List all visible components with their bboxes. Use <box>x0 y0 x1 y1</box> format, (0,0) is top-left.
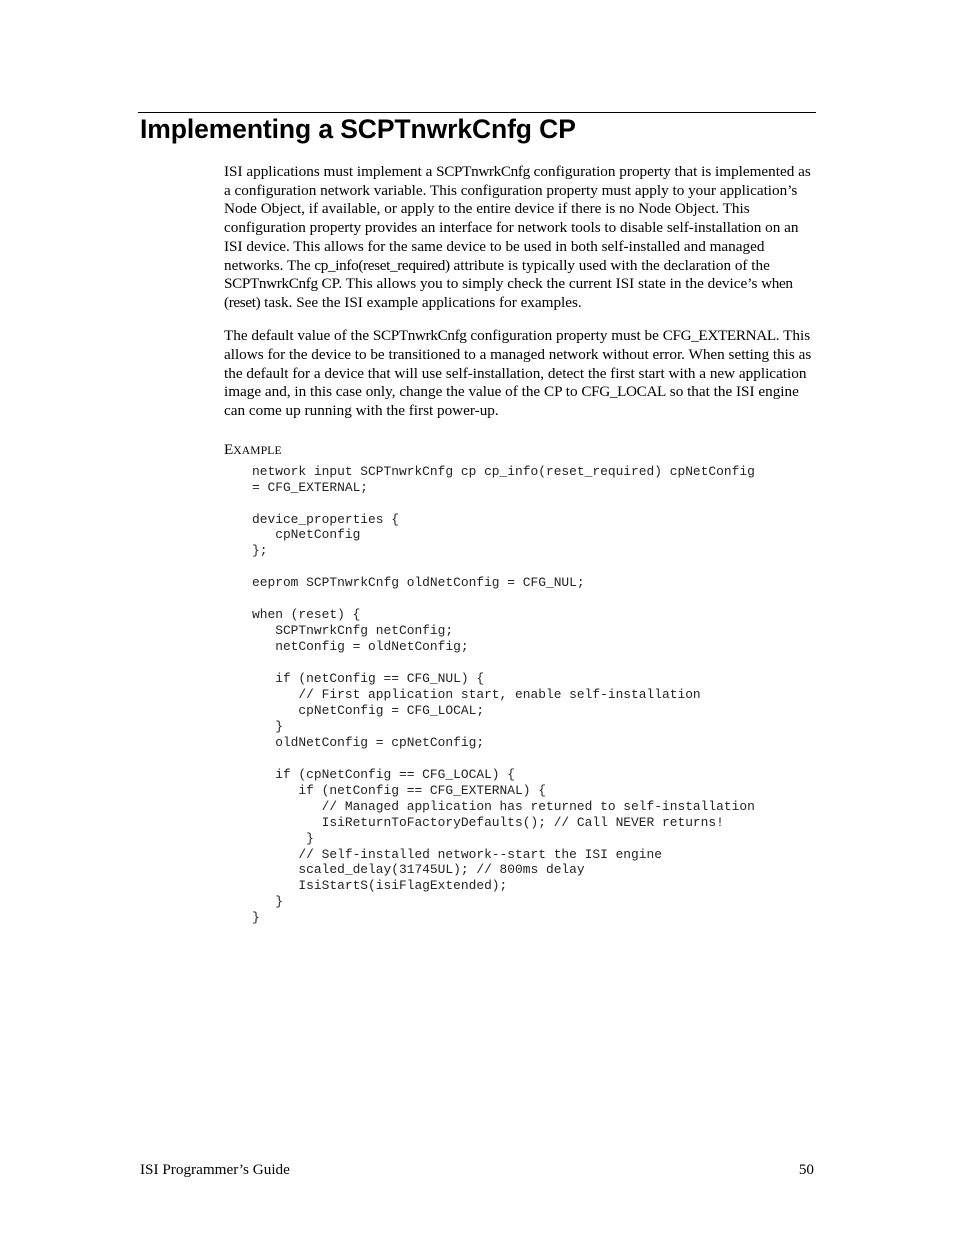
text-run: task. See the ISI example applications for examples. <box>260 293 582 311</box>
text-run: attribute is typically used with the declaration of the <box>449 256 770 274</box>
footer-title: ISI Programmer’s Guide <box>140 1161 290 1178</box>
text-run: CP. This allows you to simply check the current ISI state in the device’s <box>317 275 762 293</box>
text-run: configuration property that is implemented as a configuration network variable. This configuration property must apply to your application’s Node Object, if available, or apply to the entire device if there is no Node Object. This configuration property provides an interface for network tools to disable self-installation on an ISI device. This allows for the same device to be used in both self-installed and managed networks. The <box>224 163 811 274</box>
code-term: SCPTnwrkCnfg <box>436 163 530 180</box>
code-example: network input SCPTnwrkCnfg cp cp_info(reset_required) cpNetConfig = CFG_EXTERNAL; device_properties { cpNetConfig }; eeprom SCPTnwrkCnfg oldNetConfig = CFG_NUL; when (reset) { SCPTnwrkCnfg netConfig; netConfig = oldNetConfig; if (netConfig == CFG_NUL) { // First application start, enable self-installation cpNetConfig = CFG_LOCAL; } oldNetConfig = cpNetConfig; if (cpNetConfig == CFG_LOCAL) { if (netConfig == CFG_EXTERNAL) { // Managed application has returned to self-installation IsiReturnToFactoryDefaults(); // Call NEVER returns! } // Self-installed network--start the ISI engine scaled_delay(31745UL); // 800ms delay IsiStartS(isiFlagExtended); } } <box>252 463 755 926</box>
code-term: SCPTnwrkCnfg <box>372 327 467 345</box>
code-term: SCPTnwrkCnfg <box>224 275 318 293</box>
code-term: CFG_LOCAL <box>581 383 666 401</box>
body-content <box>224 163 816 926</box>
example-heading-initial: E <box>224 440 234 458</box>
paragraph-default-value <box>224 327 816 421</box>
code-term: cp_info(reset_required) <box>314 256 450 274</box>
heading-rule <box>138 112 816 113</box>
example-heading-rest: XAMPLE <box>233 444 282 457</box>
example-heading <box>224 441 816 460</box>
page-heading: Implementing a SCPTnwrkCnfg CP <box>140 114 576 144</box>
text-run: . This allows for the device to be transitioned to a managed network without error. When setting this as the default for a device that will use self-installation, detect the first start with a new application image and, in this case only, change the value of the CP to <box>224 327 812 401</box>
code-term: when (reset) <box>224 275 793 311</box>
code-term: CFG_EXTERNAL <box>662 327 776 345</box>
page-number: 50 <box>798 1161 814 1178</box>
text-run: The default value of the <box>224 327 373 345</box>
text-run: ISI applications must implement a <box>224 163 437 180</box>
text-run: configuration property must be <box>466 327 663 345</box>
paragraph-intro <box>224 163 816 313</box>
text-run: so that the ISI engine can come up running with the first power-up. <box>224 383 799 419</box>
